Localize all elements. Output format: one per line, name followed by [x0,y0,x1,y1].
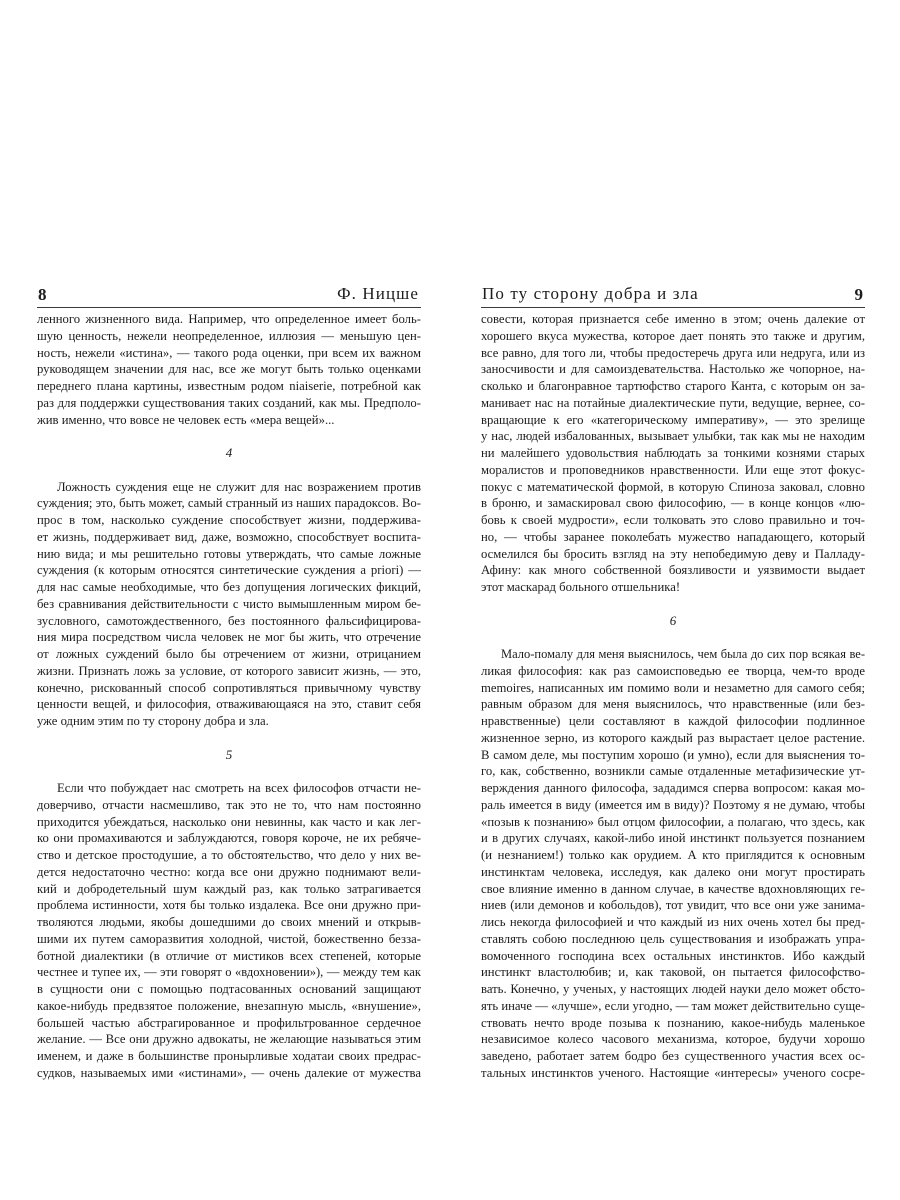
text-line: без сравнивания действительности с чисто вымышленным миром бе- [37,596,421,611]
section-number-4: 4 [225,445,233,460]
text-line: ниев (или демонов и кобольдов), тот увидит, что все они уже занима- [481,898,865,913]
text-line: для нас самые необходимые, что без допущения логических фикций, [37,580,421,594]
page-number-left: 8 [38,285,47,304]
text-line: бовь к своей мудрости», если толковать это слово правильно и точ- [481,513,865,527]
text-line: ство и детское простодушие, а то обстоятельство, что дело у них ве- [37,848,421,862]
text-line: жизни. Признать ложь за условие, от которого зависит жизнь, — это, [37,663,421,678]
text-line: сколько и благонравное тартюфство старого Канта, с которым он за- [481,379,865,393]
text-line: судков, называемых ими «истинами», — очень далекие от мужества [37,1065,421,1080]
text-line: именем, и даже в большинстве пронырливые ходатаи своих предрас- [37,1049,421,1063]
text-line: руководящем значении для нас, все же могут быть только оценками [37,362,421,377]
text-line: (и незнанием!) только как орудием. А кто приглядится к основным [481,848,865,862]
text-line: го, как, собственно, возникли самые отдаленные метафизические ут- [481,764,865,779]
page-number-right: 9 [854,285,863,304]
text-line: ет жизнь, поддерживает вид, даже, возможно, способствует воспита- [37,529,421,544]
right-page [481,283,865,1082]
text-line: ставлять собою последнюю цель существования и изображать упра- [481,931,865,946]
text-line: Ложность суждения еще не служит для нас возражением против [57,479,421,494]
text-line: вращающие к его «категорическому императиву», — это зрелище [481,412,865,427]
running-head-right: По ту сторону добра и зла [482,284,699,303]
text-line: суждения; это, быть может, самый странный из наших парадоксов. Во- [37,496,421,511]
text-line: инстинкт властолюбив; и, как таковой, он пытается философство- [481,965,865,980]
text-line: осмелился бы бросить взгляд на эту непобедимую деву и Палладу- [481,546,865,561]
text-line: тальных инстинктов ученого. Настоящие «интересы» ученого сосре- [481,1065,865,1080]
section-number-5: 5 [225,746,233,762]
text-line: заносчивости и для самоиздевательства. Настолько же чопорное, на- [481,362,865,377]
text-line: Мало-помалу для меня выяснилось, чем была до сих пор всякая ве- [501,647,865,661]
text-line: Если что побуждает нас смотреть на всех философов отчасти не- [57,781,421,795]
text-line: ценности вещей, и философия, отваживающаяся на это, ставит себя [37,697,421,712]
text-line: жив именно, что вовсе не человек есть «мера вещей»... [37,412,335,427]
text-line: моралистов и проповедников нравственности. Или еще этот фокус- [481,462,865,477]
left-page [37,283,421,1082]
text-line: ни малейшего удовольствия наблюдать за тонкими кознями старых [481,446,865,460]
text-line: и в других случаях, какой-либо иной инстинкт пользуется познанием [481,831,865,846]
text-line: ко они промахиваются и заблуждаются, говоря короче, не их ребяче- [37,831,421,846]
text-line: этот маскарад больного отшельника! [481,580,681,594]
text-line: Афину: как много собственной боязливости и уязвимости выдает [481,563,865,578]
section-number-6: 6 [669,612,677,628]
text-line: нравственные) цели составляют в каждой философии подлинное [481,714,865,728]
text-line: в броню, и замаскировал свою философию, — в конце концов «лю- [481,496,865,511]
running-head-left: Ф. Ницше [337,284,419,303]
right-page-text [481,308,865,1082]
text-line: шую ценность, нежели неопределенное, иллюзия — меньшую цен- [37,328,421,343]
text-line: вомоченного господина всех остальных инстинктов. Ибо каждый [481,948,865,963]
text-line: прос в том, насколько суждение способствует жизни, поддерживa- [37,513,421,527]
right-page-header [481,283,865,308]
text-line: ять иначе — «лучше», если угодно, — там может действительно суще- [481,998,865,1013]
text-line: конечно, рискованный способ сопротивляться привычному чувству [37,680,421,695]
text-line: кий и добродетельный шум каждый раз, как только затрагивается [37,881,421,896]
text-line: у нас, людей избалованных, вызывает улыбки, так как мы не находим [481,429,865,444]
text-line: memoires, написанных им помимо воли и незаметно для самого себя; [481,680,865,695]
text-line: ленного жизненного вида. Например, что определенное имеет боль- [37,312,421,326]
text-line: ствовать нечто вроде позыва к познанию, какое-нибудь маленькое [481,1015,865,1030]
text-line: большей частью абстрагированное и профильтрованное сердечное [37,1015,421,1030]
text-line: ликая философия: как раз самоисповедью ее творца, чем-то вроде [481,663,865,678]
text-line: манивает нас на потайные диалектические пути, ведущие, вернее, со- [481,395,865,410]
text-line: покус с математической формой, в которую Спиноза заковал, словно [481,479,865,494]
text-line: проблема истинности, хотя бы только издалека. Все они дружно при- [37,898,421,913]
left-page-header [37,283,421,308]
text-line: уже одним этим по ту сторону добра и зла. [37,714,269,728]
text-line: от ложных суждений было бы отречением от жизни, отрицанием [37,647,421,661]
text-line: какое-нибудь предвзятое положение, внезапную мысль, «внушение», [37,998,421,1013]
text-line: вать. Конечно, у ученых, у настоящих людей науки дело может обсто- [481,982,865,996]
text-line: но, — чтобы заранее поколебать мужество нападающего, который [481,529,865,544]
text-line: ность, нежели «истина», — такого рода оценки, при всем их важном [37,345,421,360]
text-line: все равно, для того ли, чтобы предостеречь друга или недруга, или из [481,345,865,360]
text-line: хорошего вкуса мужества, которое дает понять это также и другим, [481,328,865,343]
text-line: В самом деле, мы поступим хорошо (и умно), если для выяснения то- [481,747,865,762]
left-page-text [37,308,421,1082]
text-line: равным образом для меня выяснилось, что нравственные (или без- [481,697,865,712]
text-line: верждения данного философа, зададимся сперва вопросом: какая мо- [481,781,865,795]
text-line: переднего плана картины, известным родом niaiserie, потребной как [37,379,421,393]
text-line: инстинктам человека, исследуя, как далеко они могут простирать [481,864,865,879]
text-line: независимое колесо часового механизма, которое, будучи хорошо [481,1032,865,1047]
text-line: ния мира посредством числа человек не мог бы жить, что отречение [37,630,421,645]
text-line: раз для поддержки существования таких созданий, как мы. Предполо- [37,395,421,410]
text-line: желание. — Все они дружно адвокаты, не желающие называться этим [37,1032,421,1047]
text-line: ботной диалектики (в отличие от мистиков всех степеней, которые [37,948,421,963]
text-line: нию вида; и мы решительно готовы утверждать, что самые ложные [37,546,421,561]
text-line: зусловного, самотождественного, без постоянного фальсифицирова- [37,613,421,628]
text-line: в сущности они с помощью подтасованных оснований защищают [37,982,421,996]
text-line: раль имеется в виду (имеется им в виду)? Поэтому я не думаю, чтобы [481,797,865,812]
text-line: совести, которая признается себе именно в этом; очень далекие от [481,312,865,326]
text-line: жизненное зерно, из которого каждый раз вырастает целое растение. [481,730,865,745]
text-line: честнее и тупее их, — эти говорят о «вдохновении»), — между тем как [37,965,421,980]
text-line: шими их путем саморазвития холодной, чистой, божественно безза- [37,931,421,946]
text-line: тволяются людьми, якобы дошедшими до своих мнений и открыв- [37,915,421,929]
text-line: дется недостаточно честно: когда все они дружно поднимают вели- [37,864,421,879]
text-line: лись некогда философией и что каждый из них очень хотел бы пред- [481,915,865,929]
text-line: доверчиво, отчасти насмешливо, так это не то, что нам постоянно [37,797,421,812]
text-line: суждения (к которым относятся синтетические суждения a priori) — [37,563,421,578]
text-line: приходится убеждаться, насколько они невинны, как часто и как лег- [37,814,421,829]
text-line: заведено, работает затем бодро без существенного участия всех ос- [481,1049,865,1063]
text-line: «позыв к познанию» был отцом философии, а полагаю, что здесь, как [481,814,865,829]
text-line: свое влияние именно в данном случае, в качестве вдохновляющих ге- [481,881,865,896]
